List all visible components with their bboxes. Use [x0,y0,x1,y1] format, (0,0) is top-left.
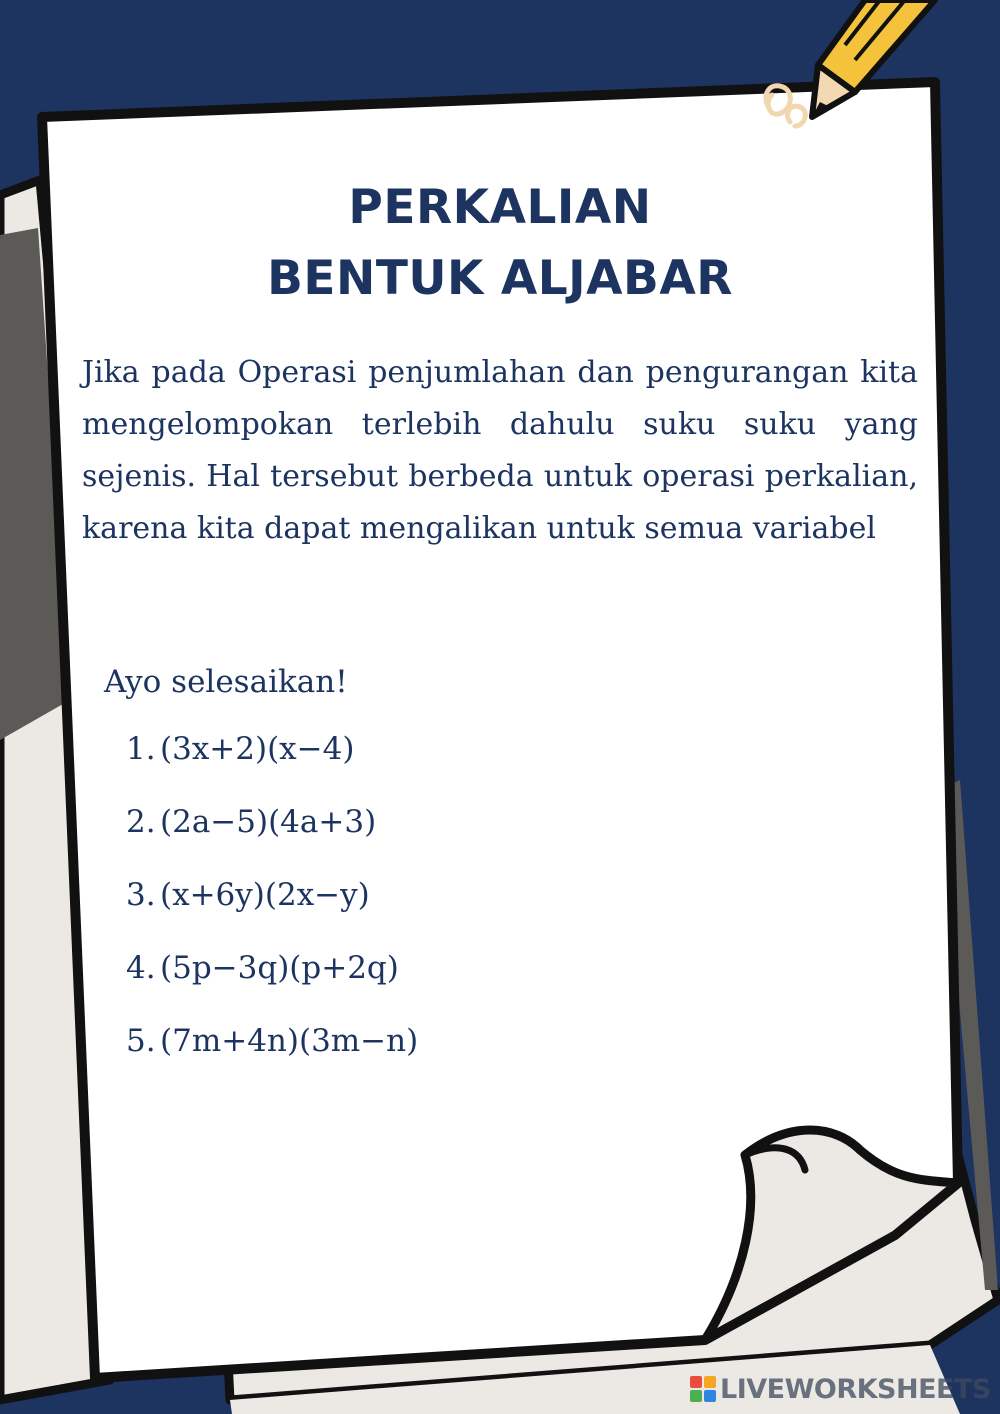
exercise-prompt: Ayo selesaikan! [104,664,348,700]
liveworksheets-logo-icon [690,1376,716,1402]
problem-expression: (3x+2)(x−4) [160,731,355,767]
problem-list [126,731,418,1096]
problem-number: 5. [126,1023,156,1059]
problem-item [126,877,418,950]
problem-item [126,1023,418,1096]
problem-item [126,731,418,804]
problem-expression: (5p−3q)(p+2q) [160,950,399,986]
page-title-line-2: BENTUK ALJABAR [267,251,733,306]
problem-item [126,950,418,1023]
page-title-line-1: PERKALIAN [348,180,652,235]
problem-expression: (7m+4n)(3m−n) [160,1023,419,1059]
problem-expression: (x+6y)(2x−y) [160,877,370,913]
problem-number: 2. [126,804,156,840]
intro-paragraph: Jika pada Operasi penjumlahan dan pengurangan kita mengelompokan terlebih dahulu suku suku yang sejenis. Hal tersebut berbeda untuk operasi perkalian, karena kita dapat mengalikan untuk semua variabel [82,355,918,546]
watermark [690,1374,991,1404]
problem-number: 1. [126,731,156,767]
watermark-text: LIVEWORKSHEETS [720,1373,991,1405]
problem-number: 3. [126,877,156,913]
problem-expression: (2a−5)(4a+3) [160,804,377,840]
problem-item [126,804,418,877]
problem-number: 4. [126,950,156,986]
